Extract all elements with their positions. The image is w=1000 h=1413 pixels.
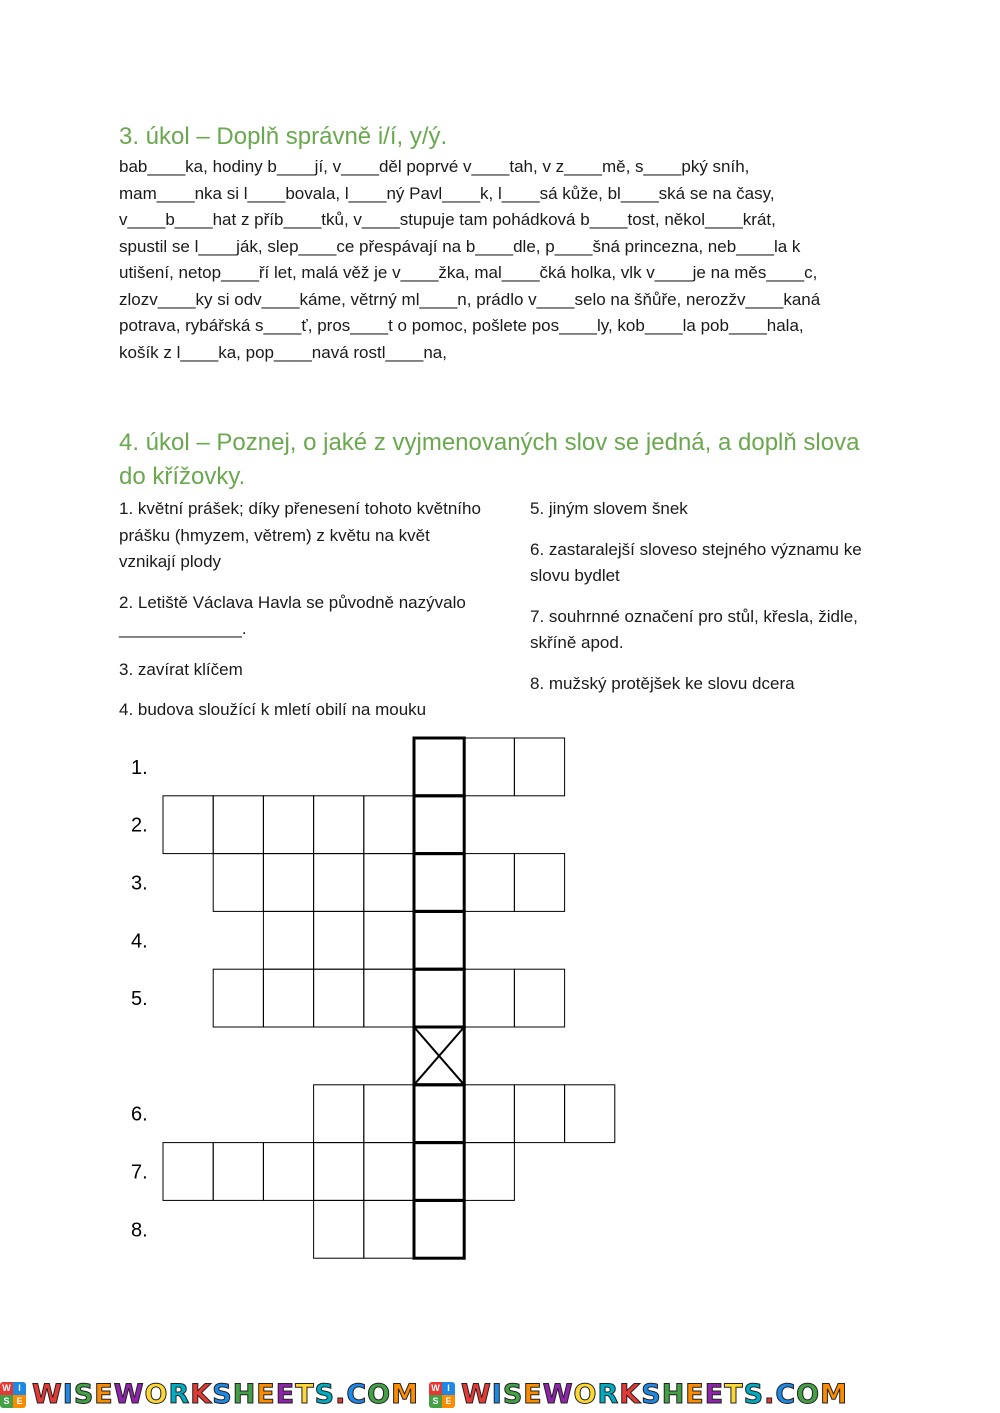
- clue-6: 6. zastaralejší sloveso stejného významu ke slovu bydlet: [530, 539, 862, 585]
- crossword-row-label: 3.: [131, 872, 148, 895]
- crossword-cell[interactable]: [163, 1143, 213, 1201]
- logo-letter: W: [429, 1382, 442, 1395]
- crossword-cell[interactable]: [314, 1200, 364, 1258]
- crossword-cell[interactable]: [213, 969, 263, 1027]
- crossword-cell[interactable]: [314, 1085, 364, 1143]
- crossword-cell[interactable]: [514, 738, 564, 796]
- crossword-cell[interactable]: [364, 1200, 414, 1258]
- crossword-cell[interactable]: [213, 854, 263, 912]
- crossword-key-cell[interactable]: [414, 854, 464, 912]
- logo-letter: I: [13, 1382, 26, 1395]
- crossword-cell[interactable]: [314, 796, 364, 854]
- crossword-row-label: 1.: [131, 756, 148, 779]
- crossword-cell[interactable]: [364, 1143, 414, 1201]
- logo-letter: I: [442, 1382, 455, 1395]
- crossword-row-label: 5.: [131, 988, 148, 1011]
- clue-8: 8. mužský protějšek ke slovu dcera: [530, 673, 795, 693]
- fill-line: mam____nka si l____bovala, l____ný Pavl____k, l____sá kůže, bl____ská se na časy,: [119, 183, 775, 203]
- crossword-cell[interactable]: [514, 969, 564, 1027]
- crossword-key-cell: [414, 1027, 464, 1085]
- crossword-row-label: 4.: [131, 930, 148, 953]
- crossed-cell-mark: [414, 1027, 464, 1085]
- crossword-cell[interactable]: [314, 1143, 364, 1201]
- crossword-cell[interactable]: [263, 1143, 313, 1201]
- crossed-cell-mark: [414, 1027, 464, 1085]
- crossword-row-label: 7.: [131, 1161, 148, 1184]
- clue-5: 5. jiným slovem šnek: [530, 499, 688, 518]
- fill-line: spustil se l____ják, slep____ce přespávají na b____dle, p____šná princezna, neb____la k: [119, 236, 801, 256]
- crossword-cell[interactable]: [464, 1143, 514, 1201]
- crossword-cell[interactable]: [364, 969, 414, 1027]
- fill-line: košík z l____ka, pop____navá rostl____na,: [119, 342, 447, 362]
- logo-letter: S: [429, 1395, 442, 1408]
- crossword-cell[interactable]: [464, 1085, 514, 1143]
- crossword-key-cell[interactable]: [414, 1143, 464, 1201]
- crossword-cell[interactable]: [364, 911, 414, 969]
- brand-text: WISEWORKSHEETS.COM: [32, 1379, 419, 1410]
- crossword-key-cell[interactable]: [414, 1085, 464, 1143]
- crossword-cell[interactable]: [263, 911, 313, 969]
- crossword-cell[interactable]: [263, 969, 313, 1027]
- crossword-cell[interactable]: [464, 738, 514, 796]
- crossword-row-label: 2.: [131, 814, 148, 837]
- brand-block: [0, 1379, 419, 1410]
- brand-block: [429, 1379, 848, 1410]
- logo-letter: S: [0, 1395, 13, 1408]
- crossword-key-cell[interactable]: [414, 911, 464, 969]
- crossword-key-cell[interactable]: [414, 1200, 464, 1258]
- crossword-cell[interactable]: [514, 1085, 564, 1143]
- fill-line: potrava, rybářská s____ť, pros____t o pomoc, pošlete pos____ly, kob____la pob____hala,: [119, 316, 804, 335]
- clue-3: 3. zavírat klíčem: [119, 659, 243, 679]
- crossword-cell[interactable]: [464, 969, 514, 1027]
- brand-logo-icon: [0, 1382, 26, 1408]
- logo-letter: W: [0, 1382, 13, 1395]
- clue-4: 4. budova sloužící k mletí obilí na mouku: [119, 700, 427, 719]
- task4-title: 4. úkol – Poznej, o jaké z vyjmenovaných slov se jedná, a doplň slova do křížovky.: [119, 429, 860, 490]
- crossword-cell[interactable]: [314, 911, 364, 969]
- crossword-key-cell[interactable]: [414, 738, 464, 796]
- crossword-cell[interactable]: [514, 854, 564, 912]
- crossword-cell[interactable]: [364, 854, 414, 912]
- crossword-cell[interactable]: [213, 1143, 263, 1201]
- clue-7: 7. souhrnné označení pro stůl, křesla, židle, skříně apod.: [530, 606, 858, 652]
- task3-fill-text: [119, 154, 889, 366]
- crossword-cell[interactable]: [464, 854, 514, 912]
- fill-line: zlozv____ky si odv____káme, větrný ml____n, prádlo v____selo na šňůře, nerozžv____kaná: [119, 289, 821, 309]
- fill-line: bab____ka, hodiny b____jí, v____děl poprvé v____tah, v z____mě, s____pký sníh,: [119, 157, 750, 176]
- logo-letter: E: [442, 1395, 455, 1408]
- crossword-cell[interactable]: [263, 854, 313, 912]
- crossword-key-cell[interactable]: [414, 796, 464, 854]
- fill-line: v____b____hat z příb____tků, v____stupuje tam pohádková b____tost, někol____krát,: [119, 210, 776, 229]
- crossword-cell[interactable]: [364, 796, 414, 854]
- crossword-row-label: 6.: [131, 1103, 148, 1126]
- clues-left-column: [119, 496, 489, 738]
- task3-title: 3. úkol – Doplň správně i/í, y/ý.: [119, 123, 448, 150]
- fill-line: utišení, netop____ří let, malá věž je v____žka, mal____čká holka, vlk v____je na měs____c,: [119, 263, 818, 282]
- crossword-key-cell[interactable]: [414, 969, 464, 1027]
- footer-watermark: [0, 1376, 1000, 1413]
- crossword-cell[interactable]: [565, 1085, 615, 1143]
- crossword-cell[interactable]: [314, 969, 364, 1027]
- crossword-cell[interactable]: [364, 1085, 414, 1143]
- crossword-cell[interactable]: [163, 796, 213, 854]
- crossword-cell[interactable]: [314, 854, 364, 912]
- crossword-cell[interactable]: [263, 796, 313, 854]
- crossword-row-label: 8.: [131, 1219, 148, 1242]
- brand-logo-icon: [429, 1382, 455, 1408]
- clue-1: 1. květní prášek; díky přenesení tohoto květního prášku (hmyzem, větrem) z květu na květ vznikají plody: [119, 499, 481, 571]
- crossword-cell[interactable]: [213, 796, 263, 854]
- clues-right-column: [530, 496, 890, 711]
- clue-2: 2. Letiště Václava Havla se původně nazývalo _____________.: [119, 592, 466, 638]
- logo-letter: E: [13, 1395, 26, 1408]
- brand-text: WISEWORKSHEETS.COM: [461, 1379, 848, 1410]
